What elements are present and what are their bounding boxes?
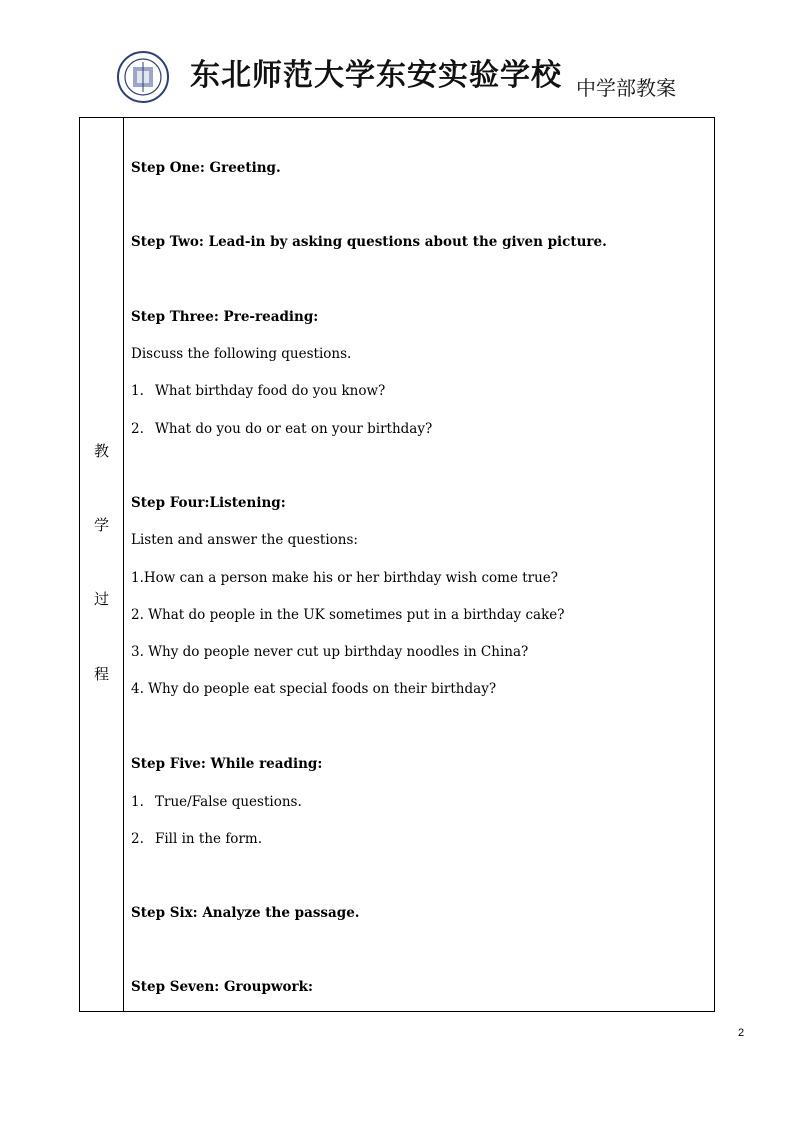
- school-name: 东北师范大学东安实验学校: [190, 58, 562, 93]
- label-char: 学: [93, 516, 109, 534]
- list-number: 2.: [131, 421, 144, 437]
- step-heading: [131, 160, 281, 176]
- column-divider: [123, 118, 124, 1011]
- line-text: Step Six: Analyze the passage.: [131, 905, 360, 921]
- lesson-line: [131, 681, 496, 697]
- step-heading: [131, 905, 360, 921]
- label-column: [80, 118, 123, 1011]
- lesson-line: [131, 383, 385, 399]
- step-heading: [131, 979, 313, 995]
- line-text: 3. Why do people never cut up birthday noodles in China?: [131, 644, 529, 660]
- line-text: Step Seven: Groupwork:: [131, 979, 313, 995]
- line-text: Listen and answer the questions:: [131, 532, 358, 548]
- lesson-table: [79, 117, 715, 1012]
- line-text: True/False questions.: [155, 794, 302, 810]
- line-text: Step Five: While reading:: [131, 756, 323, 772]
- lesson-line: [131, 570, 558, 586]
- list-number: 1.: [131, 794, 144, 810]
- page-number: 2: [738, 1027, 745, 1039]
- lesson-line: [131, 346, 351, 362]
- lesson-line: [131, 607, 564, 623]
- step-heading: [131, 309, 318, 325]
- page-header: [0, 0, 794, 116]
- line-text: 1.How can a person make his or her birthday wish come true?: [131, 570, 559, 586]
- lesson-line: [131, 831, 262, 847]
- line-text: 2. What do people in the UK sometimes put in a birthday cake?: [131, 607, 565, 623]
- step-heading: [131, 495, 286, 511]
- lesson-line: [131, 644, 528, 660]
- line-text: Fill in the form.: [155, 831, 262, 847]
- school-seal-icon: [116, 50, 170, 104]
- line-text: Step Four:Listening:: [131, 495, 286, 511]
- lesson-line: [131, 794, 302, 810]
- step-heading: [131, 756, 322, 772]
- label-char: 过: [93, 590, 109, 608]
- line-text: What do you do or eat on your birthday?: [155, 421, 433, 437]
- list-number: 2.: [131, 831, 144, 847]
- label-char: 程: [93, 665, 109, 683]
- step-heading: [131, 234, 607, 250]
- lesson-content: [131, 118, 701, 1011]
- line-text: Discuss the following questions.: [131, 346, 352, 362]
- lesson-line: [131, 421, 432, 437]
- line-text: Step Three: Pre-reading:: [131, 309, 319, 325]
- line-text: What birthday food do you know?: [155, 383, 386, 399]
- line-text: Step Two: Lead-in by asking questions about the given picture.: [131, 234, 607, 250]
- label-char: 教: [93, 442, 109, 460]
- department-label: 中学部教案: [576, 76, 676, 100]
- line-text: 4. Why do people eat special foods on their birthday?: [131, 681, 497, 697]
- lesson-line: [131, 532, 358, 548]
- list-number: 1.: [131, 383, 144, 399]
- line-text: Step One: Greeting.: [131, 160, 281, 176]
